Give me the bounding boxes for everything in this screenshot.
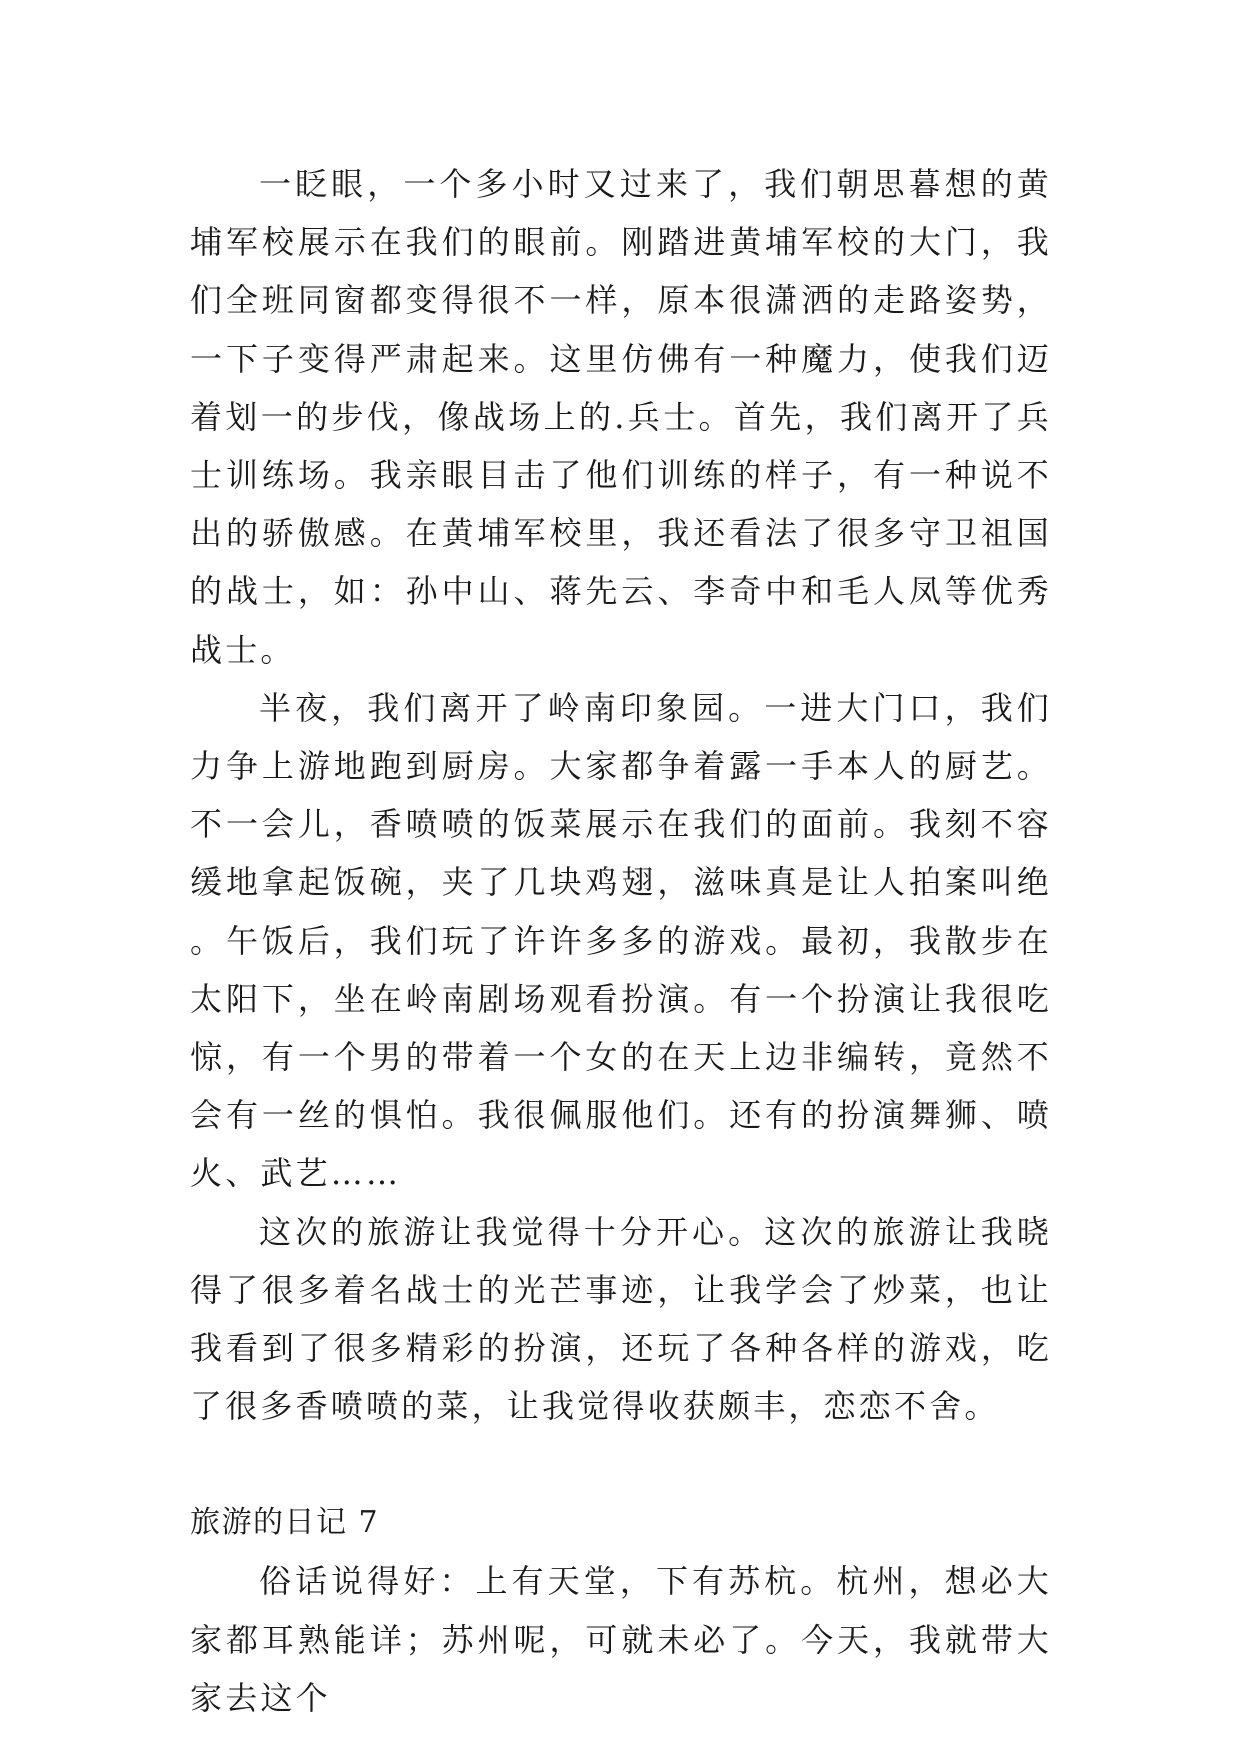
paragraph-suzhou-intro: 俗话说得好：上有天堂，下有苏杭。杭州，想必大家都耳熟能详；苏州呢，可就未必了。今天，我就带大家去这个 [190, 1562, 1052, 1717]
paragraph-trip-summary: 这次的旅游让我觉得十分开心。这次的旅游让我晓得了很多着名战士的光芒事迹，让我学会了炒菜，也让我看到了很多精彩的扮演，还玩了各种各样的游戏，吃了很多香喷喷的菜，让我觉得收获颇丰，恋恋不舍。 [190, 1212, 1052, 1426]
section-spacer [190, 1435, 1052, 1494]
document-body [190, 155, 1052, 1727]
section-heading: 旅游的日记 7 [190, 1505, 380, 1541]
paragraph-lingnan-park: 半夜，我们离开了岭南印象园。一进大门口，我们力争上游地跑到厨房。大家都争着露一手本人的厨艺。不一会儿，香喷喷的饭菜展示在我们的面前。我刻不容缓地拿起饭碗，夹了几块鸡翅，滋味真是让人拍案叫绝。午饭后，我们玩了许许多多的游戏。最初，我散步在太阳下，坐在岭南剧场观看扮演。有一个扮演让我很吃惊，有一个男的带着一个女的在天上边非编转，竟然不会有一丝的惧怕。我很佩服他们。还有的扮演舞狮、喷火、武艺…… [190, 688, 1052, 1193]
paragraph-huangpu-academy: 一眨眼，一个多小时又过来了，我们朝思暮想的黄埔军校展示在我们的眼前。刚踏进黄埔军校的大门，我们全班同窗都变得很不一样，原本很潇洒的走路姿势，一下子变得严肃起来。这里仿佛有一种魔力，使我们迈着划一的步伐，像战场上的.兵士。首先，我们离开了兵士训练场。我亲眼目击了他们训练的样子，有一种说不出的骄傲感。在黄埔军校里，我还看法了很多守卫祖国的战士，如：孙中山、蒋先云、李奇中和毛人凤等优秀战士。 [190, 165, 1052, 669]
